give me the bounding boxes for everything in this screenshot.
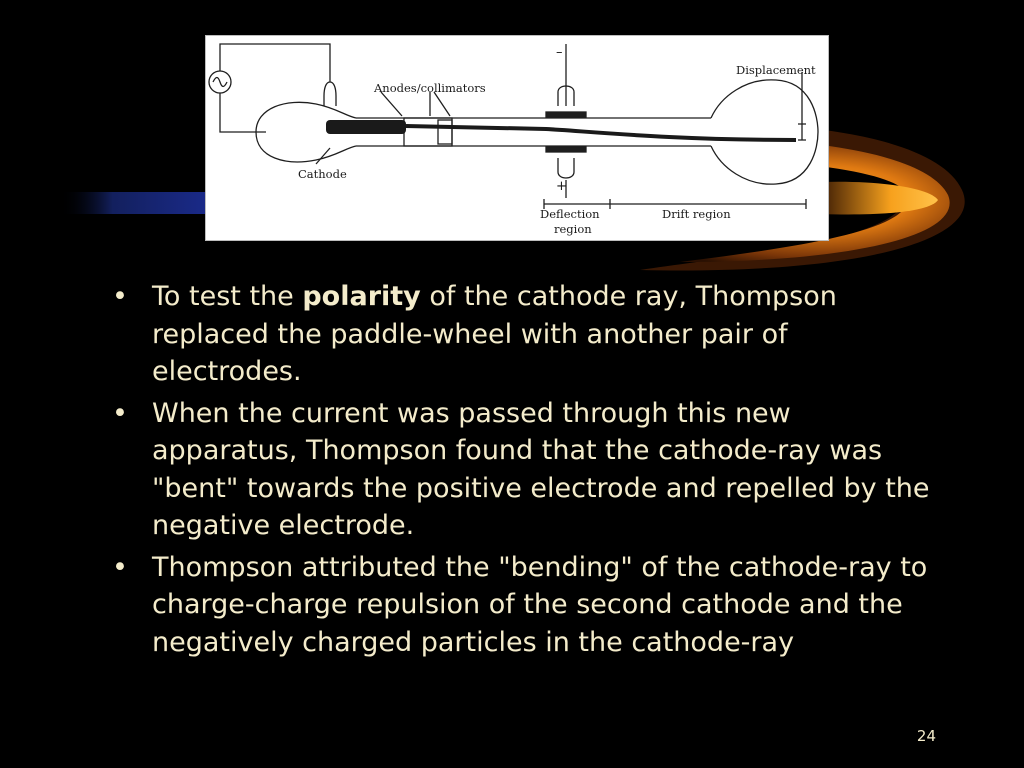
label-deflection: Deflection bbox=[540, 207, 600, 221]
label-drift-region: Drift region bbox=[662, 207, 731, 221]
bullet-item bbox=[112, 278, 942, 391]
crt-drawing bbox=[206, 36, 828, 240]
bullet-bold-text: polarity bbox=[302, 281, 421, 312]
bullet-item bbox=[112, 549, 942, 662]
label-displacement: Displacement bbox=[736, 63, 816, 77]
label-cathode: Cathode bbox=[298, 167, 347, 181]
bullet-list bbox=[112, 278, 942, 665]
bullet-icon: • bbox=[112, 551, 128, 583]
bullet-icon: • bbox=[112, 397, 128, 429]
label-minus: – bbox=[556, 45, 563, 60]
cathode-electrode bbox=[326, 120, 406, 134]
cathode-ray-diagram bbox=[205, 35, 829, 241]
bullet-icon: • bbox=[112, 281, 128, 312]
label-anodes: Anodes/collimators bbox=[374, 81, 486, 95]
deflected-beam bbox=[406, 126, 796, 140]
bullet-item bbox=[112, 395, 942, 545]
bullet-text: Thompson attributed the "bending" of the cathode-ray to charge-charge repulsion of the second cathode and the negatively charged particles in the cathode-ray bbox=[152, 551, 928, 658]
slide-number: 24 bbox=[916, 727, 936, 745]
blue-band bbox=[60, 192, 210, 214]
bullet-text-continued: of the cathode ray, Thompson replaced the paddle-wheel with another pair of electrodes. bbox=[152, 281, 837, 387]
label-plus: + bbox=[556, 179, 567, 194]
bullet-text: To test the bbox=[152, 281, 303, 312]
label-deflection-region: region bbox=[554, 222, 592, 236]
bullet-text: When the current was passed through this new apparatus, Thompson found that the cathode-ray was "bent" towards the positive electrode and repelled by the negative electrode. bbox=[152, 397, 930, 541]
